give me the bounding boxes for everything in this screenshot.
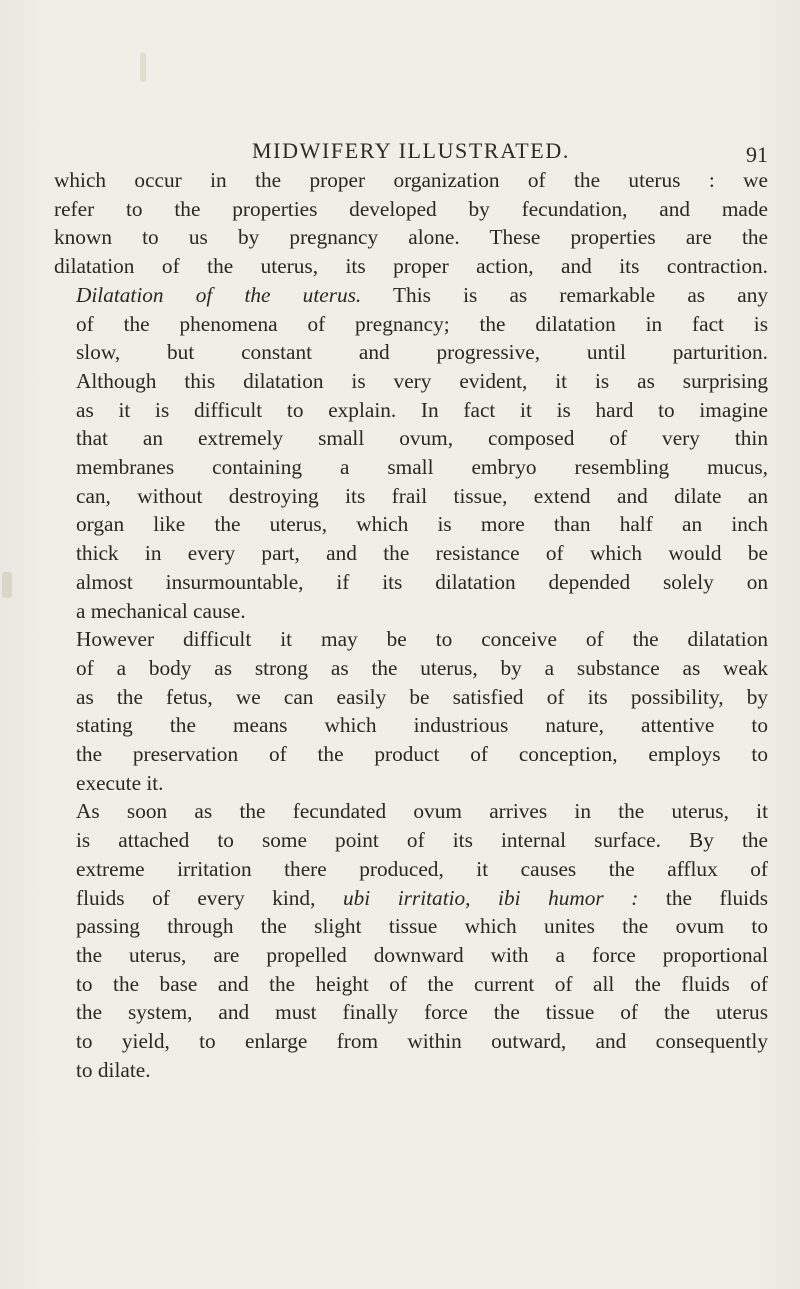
text-line: membranes containing a small embryo resembling mucus,: [76, 455, 768, 480]
text-fragment: the fluids: [638, 885, 768, 910]
text-line: execute it.: [76, 770, 164, 795]
text-line: thick in every part, and the resistance of which would be: [76, 541, 768, 566]
page-stain: [140, 52, 146, 82]
text-line: as the fetus, we can easily be satisfied of its possibility, by: [76, 684, 768, 709]
running-title: MIDWIFERY ILLUSTRATED.: [252, 138, 570, 163]
paragraph-2: [54, 281, 768, 625]
text-line: the uterus, are propelled downward with a force proportional: [76, 942, 768, 967]
text-line: As soon as the fecundated ovum arrives in the uterus, it: [76, 799, 768, 824]
text-line: that an extremely small ovum, composed of very thin: [76, 426, 768, 451]
page-number: 91: [746, 142, 768, 167]
text-fragment: fluids of every kind,: [76, 885, 343, 910]
text-line: refer to the properties developed by fecundation, and made: [54, 196, 768, 221]
text-line: dilatation of the uterus, its proper action, and its contraction.: [54, 254, 768, 279]
text-line: to the base and the height of the current of all the fluids of: [76, 971, 768, 996]
text-line: a mechanical cause.: [76, 598, 246, 623]
paragraph-1: [54, 166, 768, 281]
text-line: of the phenomena of pregnancy; the dilatation in fact is: [76, 311, 768, 336]
text-line: Although this dilatation is very evident, it is as surprising: [76, 368, 768, 393]
text-fragment: This is as remarkable as any: [361, 282, 768, 307]
text-line: is attached to some point of its internal surface. By the: [76, 828, 768, 853]
text-line: which occur in the proper organization of the uterus : we: [54, 168, 768, 192]
text-line: to dilate.: [76, 1057, 151, 1082]
text-line: as it is difficult to explain. In fact it is hard to imagine: [76, 397, 768, 422]
text-line: However difficult it may be to conceive of the dilatation: [76, 627, 768, 652]
text-line: the preservation of the product of conception, employs to: [76, 742, 768, 767]
text-line: passing through the slight tissue which unites the ovum to: [76, 914, 768, 939]
text-line: [54, 281, 768, 310]
text-line: extreme irritation there produced, it causes the afflux of: [76, 856, 768, 881]
body-text: [54, 166, 768, 1085]
text-line: the system, and must finally force the tissue of the uterus: [76, 1000, 768, 1025]
text-line: [54, 884, 768, 913]
text-line: almost insurmountable, if its dilatation depended solely on: [76, 569, 768, 594]
paragraph-4: [54, 797, 768, 1084]
text-line: to yield, to enlarge from within outward, and consequently: [76, 1029, 768, 1054]
paragraph-3: [54, 625, 768, 797]
text-line: stating the means which industrious nature, attentive to: [76, 713, 768, 738]
text-line: of a body as strong as the uterus, by a substance as weak: [76, 655, 768, 680]
text-line: slow, but constant and progressive, until parturition.: [76, 340, 768, 365]
text-line: organ like the uterus, which is more than half an inch: [76, 512, 768, 537]
latin-phrase-italic: ubi irritatio, ibi humor :: [342, 885, 639, 910]
running-head: [54, 138, 768, 168]
text-line: can, without destroying its frail tissue, extend and dilate an: [76, 483, 768, 508]
text-line: known to us by pregnancy alone. These properties are the: [54, 225, 768, 250]
margin-stain: [2, 572, 12, 598]
section-heading-italic: Dilatation of the uterus.: [76, 282, 362, 307]
